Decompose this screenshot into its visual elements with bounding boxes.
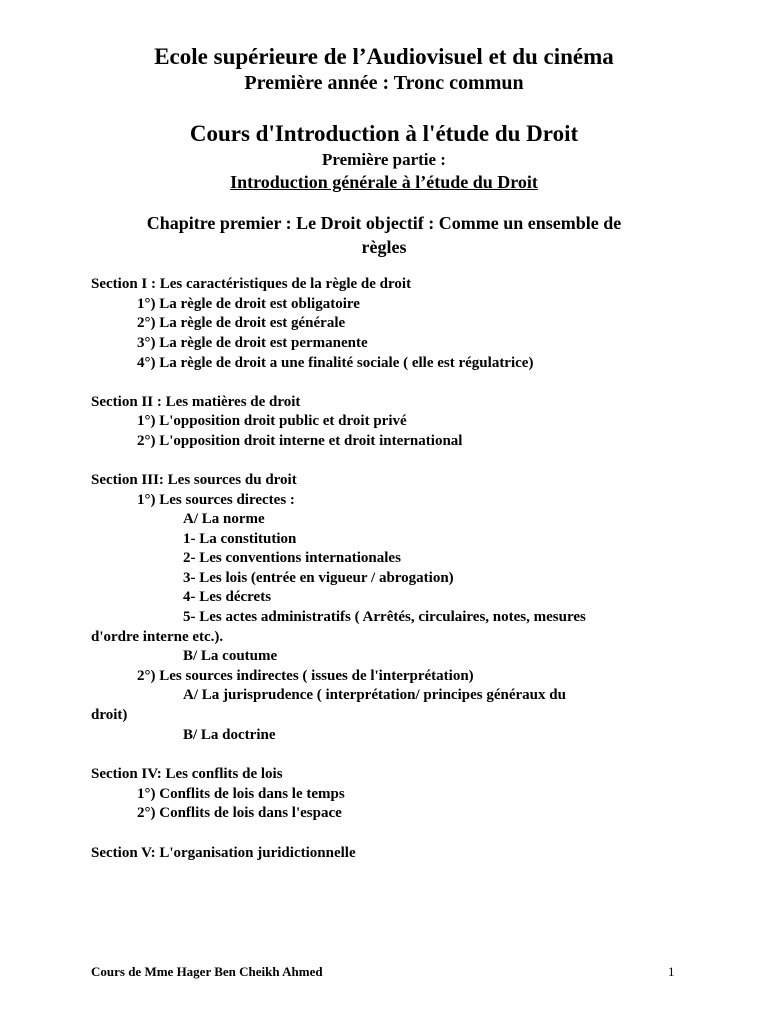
footer-author: Cours de Mme Hager Ben Cheikh Ahmed [91, 964, 323, 979]
chapter-title-line-2: règles [361, 237, 407, 257]
part-title: Introduction générale à l’étude du Droit [230, 172, 538, 192]
section-heading: Section II : Les matières de droit [91, 394, 301, 410]
outline-item-continuation: droit) [91, 707, 128, 723]
outline-item: 1°) Conflits de lois dans le temps [137, 786, 345, 802]
outline-item: 4°) La règle de droit a une finalité sociale ( elle est régulatrice) [137, 355, 534, 371]
outline-item-continuation: d'ordre interne etc.). [91, 629, 224, 645]
section-heading: Section I : Les caractéristiques de la règle de droit [91, 276, 412, 292]
outline-item: 1°) Les sources directes : [137, 492, 295, 508]
section-heading: Section IV: Les conflits de lois [91, 766, 283, 782]
outline-item: 1°) L'opposition droit public et droit privé [137, 413, 407, 429]
outline-item: 2°) Les sources indirectes ( issues de l'interprétation) [137, 668, 474, 684]
course-title: Cours d'Introduction à l'étude du Droit [189, 121, 579, 146]
outline-item: B/ La coutume [183, 648, 278, 664]
chapter-title-line-1: Chapitre premier : Le Droit objectif : Comme un ensemble de [146, 213, 622, 233]
year-subtitle: Première année : Tronc commun [244, 72, 524, 94]
outline-item: 1- La constitution [183, 531, 297, 547]
outline-item: 2°) L'opposition droit interne et droit international [137, 433, 463, 449]
outline-item: 2°) La règle de droit est générale [137, 315, 346, 331]
part-label: Première partie : [322, 150, 446, 169]
page-number: 1 [668, 964, 675, 979]
outline-item: 1°) La règle de droit est obligatoire [137, 296, 360, 312]
school-title: Ecole supérieure de l’Audiovisuel et du cinéma [154, 44, 614, 69]
outline-item: 2°) Conflits de lois dans l'espace [137, 805, 342, 821]
outline-item: 5- Les actes administratifs ( Arrêtés, circulaires, notes, mesures [183, 609, 586, 625]
outline-item: 3°) La règle de droit est permanente [137, 335, 368, 351]
outline-item: 4- Les décrets [183, 589, 272, 605]
section-heading: Section III: Les sources du droit [91, 472, 297, 488]
outline-item: A/ La jurisprudence ( interprétation/ principes généraux du [183, 687, 566, 703]
outline-item: B/ La doctrine [183, 727, 276, 743]
outline-item: 2- Les conventions internationales [183, 550, 401, 566]
outline-item: 3- Les lois (entrée en vigueur / abrogation) [183, 570, 454, 586]
outline-item: A/ La norme [183, 511, 265, 527]
section-heading: Section V: L'organisation juridictionnelle [91, 845, 356, 861]
